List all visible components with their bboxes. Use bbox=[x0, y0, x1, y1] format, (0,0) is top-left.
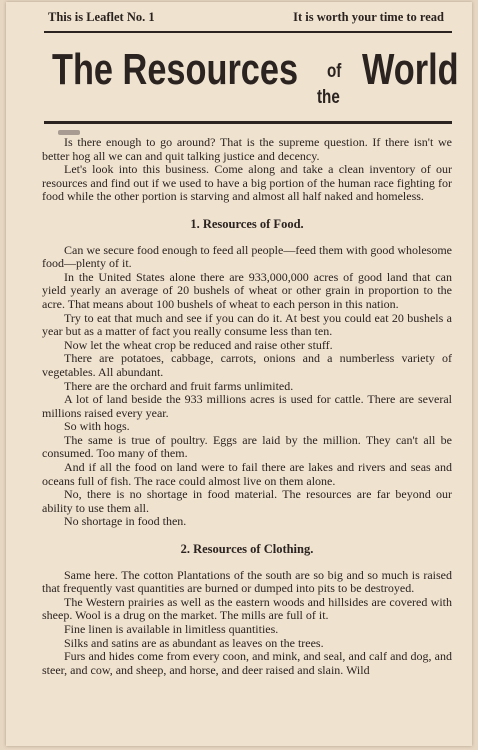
header-rule bbox=[44, 31, 452, 33]
food-paragraph: Now let the wheat crop be reduced and raise other stuff. bbox=[64, 337, 333, 352]
clothing-paragraph: Silks and satins are as abundant as leaves on the trees. bbox=[64, 635, 324, 650]
header-tagline: It is worth your time to read bbox=[293, 10, 444, 24]
clothing-paragraph: Furs and hides come from every coon, and mink, and seal, and calf and dog, and steer, and cow, and sheep, and horse, and deer raised and slain. Wild bbox=[42, 649, 452, 677]
intro-paragraph: Let's look into this business. Come along and take a clean inventory of our resources and find out if we used to have a big portion of the human race fighting for food while the other portion is starving and almost all half naked and homeless. bbox=[42, 162, 452, 204]
clothing-paragraph: The Western prairies as well as the eastern woods and hillsides are covered with sheep. Wool is a drug on the market. The mills are full of it. bbox=[42, 594, 452, 623]
title-of: of bbox=[327, 61, 342, 82]
intro-paragraph: Is there enough to go around? That is the supreme question. If there isn't we better hog all we can and quit talking justice and decency. bbox=[42, 135, 452, 163]
header-bar bbox=[48, 10, 444, 25]
title-rule bbox=[44, 121, 452, 124]
clothing-paragraph: Fine linen is available in limitless quantities. bbox=[64, 622, 279, 636]
food-paragraph: Try to eat that much and see if you can do it. At best you could eat 20 bushels a year but as a matter of fact you really consume less than ten. bbox=[42, 310, 452, 339]
leaflet-page bbox=[6, 2, 472, 746]
food-paragraph: A lot of land beside the 933 millions acres is used for cattle. There are several millions raised every year. bbox=[42, 392, 452, 420]
food-paragraph: So with hogs. bbox=[64, 419, 130, 434]
title-main: The Resources bbox=[52, 45, 299, 94]
leaflet-body bbox=[42, 136, 452, 677]
section-heading-clothing: 2. Resources of Clothing. bbox=[180, 542, 314, 557]
title-the: the bbox=[317, 87, 340, 108]
food-paragraph: The same is true of poultry. Eggs are laid by the million. They can't all be consumed. Too many of them. bbox=[42, 432, 452, 461]
food-paragraph: In the United States alone there are 933,000,000 acres of good land that can yield yearly an average of 20 bushels of wheat or other grain in proportion to the acre. That means about 100 bushels of wheat to each person in this nation. bbox=[42, 269, 452, 311]
food-paragraph: There are potatoes, cabbage, carrots, onions and a numberless variety of vegetables. All abundant. bbox=[42, 351, 452, 379]
food-paragraph: There are the orchard and fruit farms unlimited. bbox=[64, 378, 294, 393]
food-paragraph: No, there is no shortage in food material. The resources are far beyond our ability to use them all. bbox=[42, 487, 452, 515]
section-heading-food: 1. Resources of Food. bbox=[190, 216, 304, 231]
clothing-paragraph: Same here. The cotton Plantations of the south are so big and so much is raised that frequently vast quantities are burned or dumped into pits to be destroyed. bbox=[42, 567, 452, 596]
leaflet-number: This is Leaflet No. 1 bbox=[48, 10, 155, 24]
title-world: World bbox=[362, 45, 459, 94]
food-paragraph: Can we secure food enough to feed all people—feed them with good wholesome food—plenty of it. bbox=[42, 242, 452, 271]
food-paragraph: And if all the food on land were to fail there are lakes and rivers and seas and oceans full of fish. The race could almost live on them alone. bbox=[42, 460, 452, 488]
food-paragraph: No shortage in food then. bbox=[64, 514, 187, 529]
